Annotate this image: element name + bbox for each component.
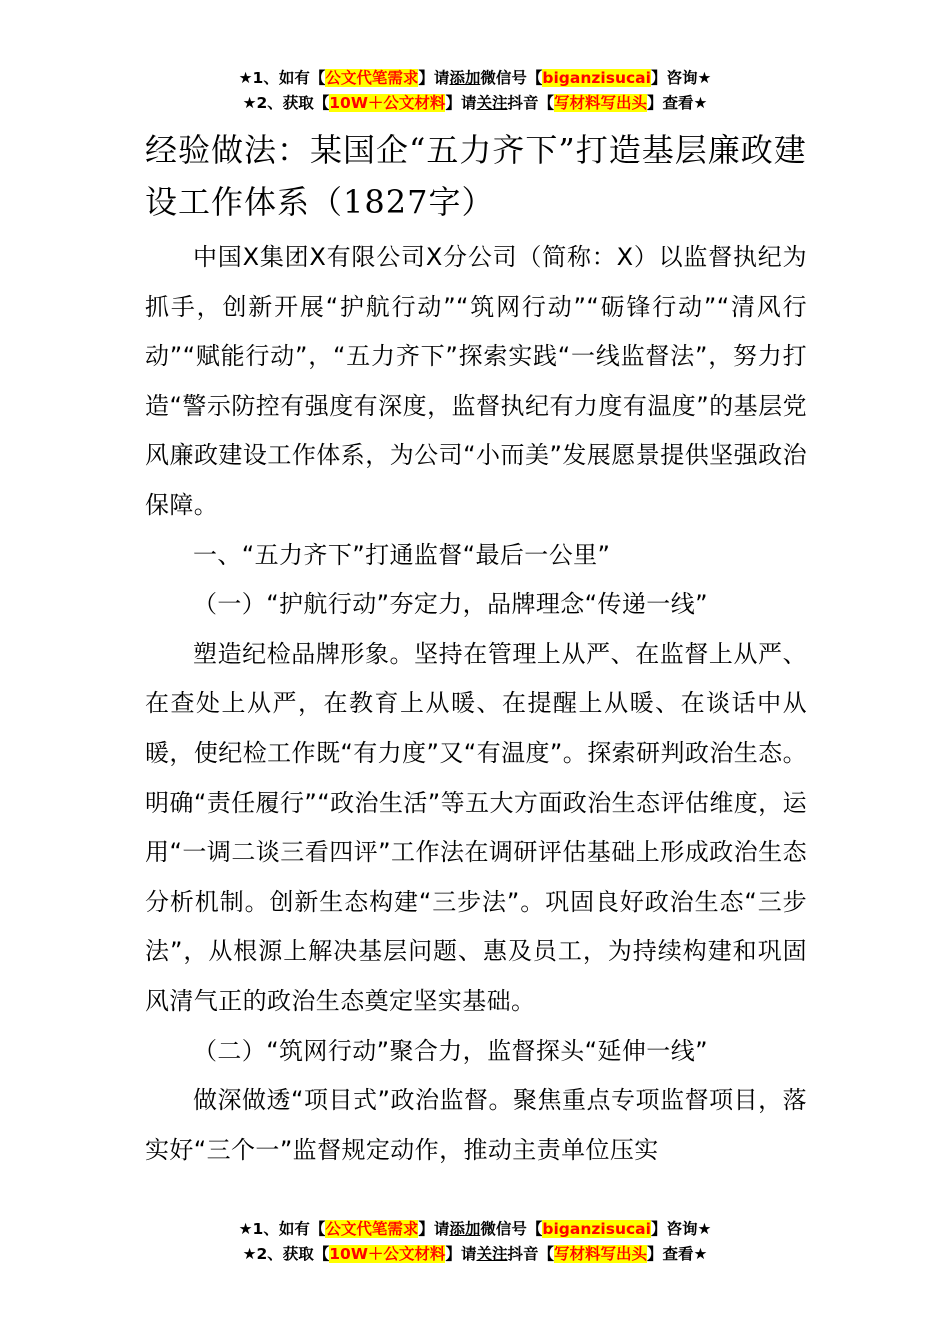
document-body bbox=[145, 233, 807, 1175]
subsection-heading: （一）“护航行动”夯定力，品牌理念“传递一线” bbox=[193, 590, 708, 619]
intro-paragraph: 中国X集团X有限公司X分公司（简称：X）以监督执纪为抓手，创新开展“护航行动”“筑网行动”“砺锋行动”“清风行动”“赋能行动”，“五力齐下”探索实践“一线监督法”，努力打造“警示防控有强度有深度，监督执纪有力度有温度”的基层党风廉政建设工作体系，为公司“小而美”发展愿景提供坚强政治保障。 bbox=[145, 243, 807, 519]
body-paragraph: 做深做透“项目式”政治监督。聚焦重点专项监督项目，落实好“三个一”监督规定动作，推动主责单位压实 bbox=[145, 1086, 807, 1164]
document-page bbox=[145, 124, 807, 1175]
highlight-douyin-account: 写材料写出头 bbox=[553, 1245, 647, 1263]
footer-notice-banner bbox=[0, 1217, 950, 1267]
highlight-materials: 10W＋公文材料 bbox=[329, 1245, 446, 1263]
notice-line-1: ★1、如有【公文代笔需求】请添加微信号【biganzisucai】咨询★ bbox=[238, 69, 712, 87]
subsection-heading: （二）“筑网行动”聚合力，监督探头“延伸一线” bbox=[193, 1036, 708, 1065]
highlight-douyin-account: 写材料写出头 bbox=[553, 94, 647, 112]
section-heading: 一、“五力齐下”打通监督“最后一公里” bbox=[193, 540, 611, 569]
notice-line-1: ★1、如有【公文代笔需求】请添加微信号【biganzisucai】咨询★ bbox=[238, 1220, 712, 1238]
notice-line-2: ★2、获取【10W＋公文材料】请关注抖音【写材料写出头】查看★ bbox=[242, 94, 708, 112]
body-paragraph: 塑造纪检品牌形象。坚持在管理上从严、在监督上从严、在查处上从严，在教育上从暖、在提醒上从暖、在谈话中从暖，使纪检工作既“有力度”又“有温度”。探索研判政治生态。明确“责任履行”“政治生活”等五大方面政治生态评估维度，运用“一调二谈三看四评”工作法在调研评估基础上形成政治生态分析机制。创新生态构建“三步法”。巩固良好政治生态“三步法”，从根源上解决基层问题、惠及员工，为持续构建和巩固风清气正的政治生态奠定坚实基础。 bbox=[145, 639, 807, 1015]
header-notice-banner bbox=[0, 66, 950, 116]
highlight-wechat-id: biganzisucai bbox=[542, 69, 651, 87]
notice-line-2: ★2、获取【10W＋公文材料】请关注抖音【写材料写出头】查看★ bbox=[242, 1245, 708, 1263]
highlight-wechat-id: biganzisucai bbox=[542, 1220, 651, 1238]
highlight-materials: 10W＋公文材料 bbox=[329, 94, 446, 112]
highlight-service: 公文代笔需求 bbox=[325, 1220, 419, 1238]
document-title: 经验做法：某国企“五力齐下”打造基层廉政建设工作体系（1827字） bbox=[145, 131, 807, 221]
highlight-service: 公文代笔需求 bbox=[325, 69, 419, 87]
